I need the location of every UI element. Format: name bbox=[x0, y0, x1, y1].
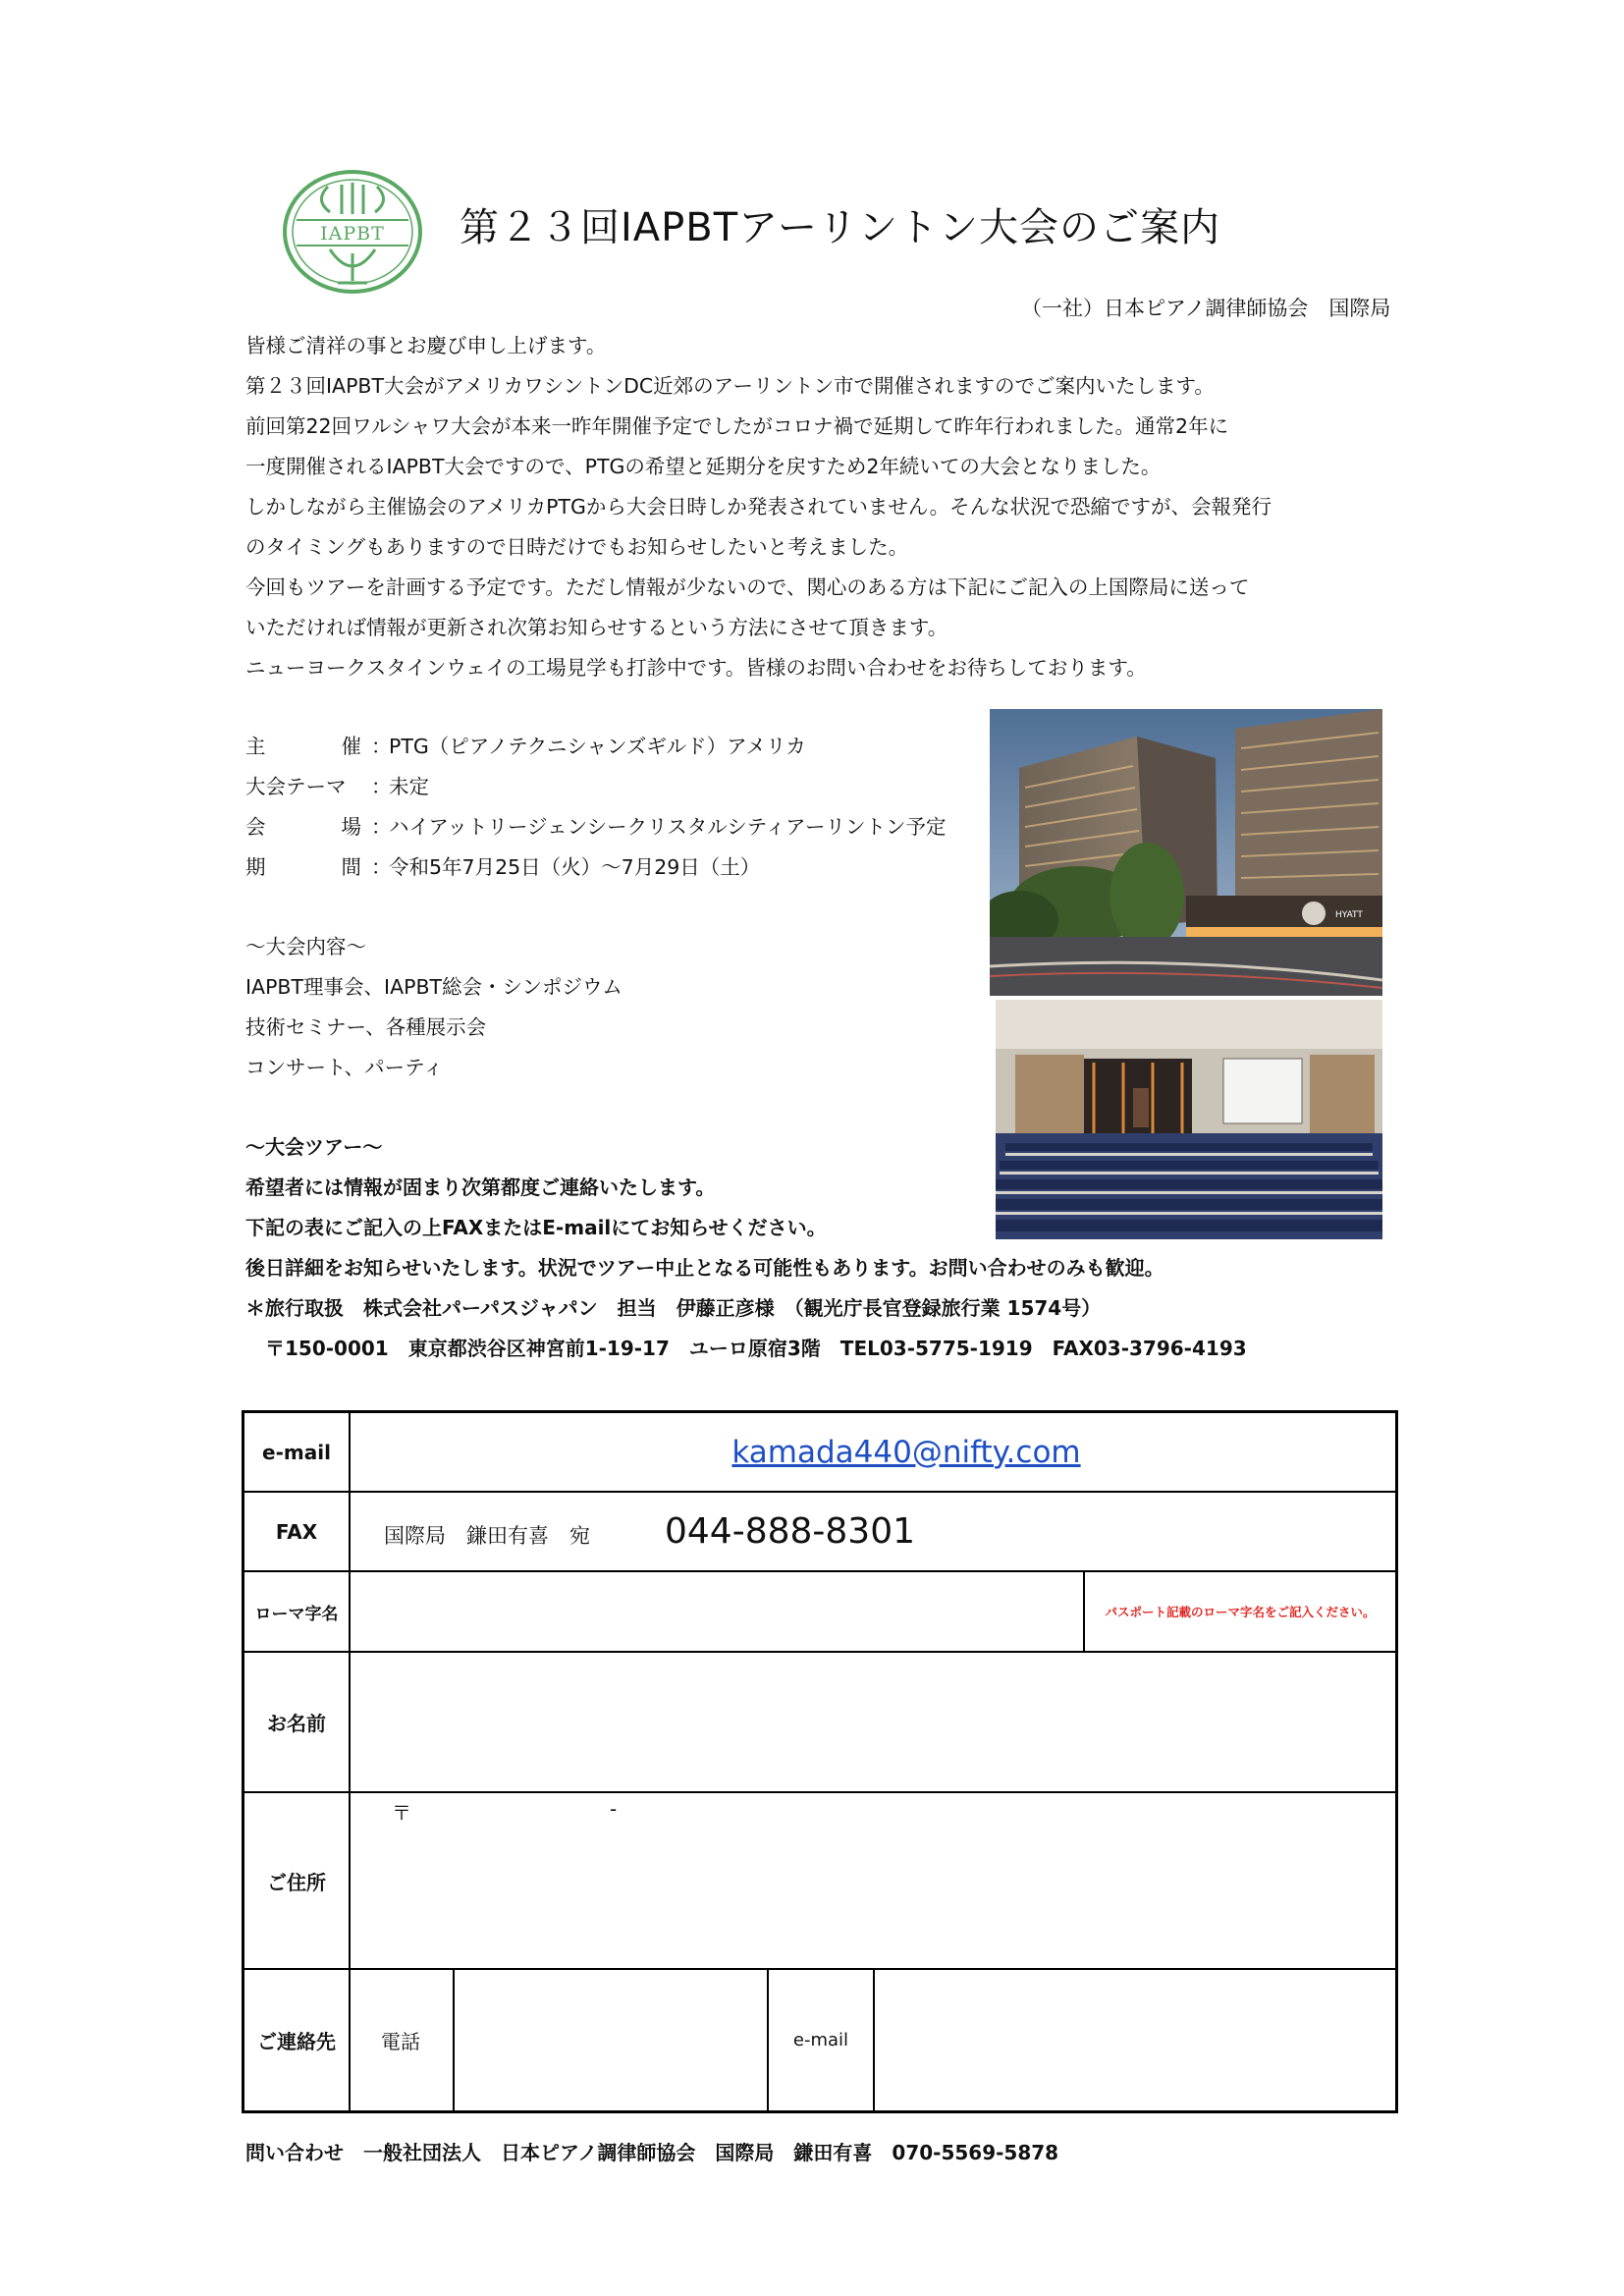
conference-hall-photo bbox=[996, 1000, 1382, 1239]
email-label: e-mail bbox=[244, 1413, 351, 1491]
form-row-email bbox=[244, 1413, 1395, 1493]
event-details bbox=[245, 727, 946, 888]
organization-name: （一社）日本ピアノ調律師協会 国際局 bbox=[1021, 297, 1391, 320]
contact-email-label: e-mail bbox=[792, 2030, 849, 2050]
form-row-contact bbox=[244, 1970, 1395, 2110]
intro-line: 前回第22回ワルシャワ大会が本来一昨年開催予定でしたがコロナ禍で延期して昨年行われました。通常2年に bbox=[245, 414, 1229, 438]
detail-value: PTG（ピアノテクニシャンズギルド）アメリカ bbox=[389, 735, 806, 758]
form-row-romaji bbox=[244, 1572, 1395, 1653]
intro-line: 皆様ご清祥の事とお慶び申し上げます。 bbox=[245, 334, 607, 357]
detail-organizer bbox=[245, 727, 946, 767]
form-row-address bbox=[244, 1793, 1395, 1970]
detail-separator: ： bbox=[371, 775, 392, 798]
contents-item: IAPBT理事会、IAPBT総会・シンポジウム bbox=[245, 975, 623, 999]
postal-mark: 〒 bbox=[392, 1801, 411, 1825]
detail-value: ハイアットリージェンシークリスタルシティアーリントン予定 bbox=[389, 815, 947, 839]
tour-line: 後日詳細をお知らせいたします。状況でツアー中止となる可能性もあります。お問い合わせのみも歓迎。 bbox=[245, 1256, 1164, 1280]
intro-text bbox=[245, 326, 1394, 688]
detail-key: 催 bbox=[341, 735, 361, 758]
detail-separator: ： bbox=[371, 855, 392, 879]
phone-input[interactable] bbox=[455, 1970, 769, 2110]
intro-line: 一度開催されるIAPBT大会ですので、PTGの希望と延期分を戻すため2年続いての大会となりました。 bbox=[245, 455, 1162, 478]
intro-line: しかしながら主催協会のアメリカPTGから大会日時しか発表されていません。そんな状況で恐縮ですが、会報発行 bbox=[245, 495, 1272, 519]
name-label: お名前 bbox=[244, 1653, 351, 1791]
email-link[interactable]: kamada440@nifty.com bbox=[731, 1434, 1081, 1470]
romaji-input[interactable] bbox=[349, 1572, 1085, 1651]
page-title: 第２３回IAPBTアーリントン大会のご案内 bbox=[460, 205, 1220, 250]
address-label: ご住所 bbox=[244, 1793, 351, 1968]
detail-key: 場 bbox=[341, 815, 361, 839]
detail-key: 主 bbox=[245, 735, 266, 758]
tour-heading: ～大会ツアー～ bbox=[245, 1135, 383, 1159]
fax-number: 044-888-8301 bbox=[665, 1511, 916, 1552]
fax-recipient: 国際局 鎌田有喜 宛 bbox=[384, 1523, 590, 1548]
event-contents bbox=[245, 927, 623, 1088]
romaji-note: パスポート記載のローマ字名をご記入ください。 bbox=[1105, 1605, 1376, 1619]
detail-venue bbox=[245, 807, 946, 847]
fax-label: FAX bbox=[244, 1493, 351, 1570]
address-input[interactable] bbox=[349, 1793, 1395, 1968]
detail-key: 間 bbox=[341, 855, 361, 879]
detail-separator: ： bbox=[371, 815, 392, 839]
detail-key: 会 bbox=[245, 815, 266, 839]
intro-line: 今回もツアーを計画する予定です。ただし情報が少ないので、関心のある方は下記にご記入の上国際局に送って bbox=[245, 575, 1250, 599]
form-row-name bbox=[244, 1653, 1395, 1793]
svg-text:HYATT: HYATT bbox=[1335, 910, 1363, 920]
detail-value: 未定 bbox=[389, 775, 429, 798]
detail-period bbox=[245, 847, 946, 888]
detail-theme bbox=[245, 767, 946, 807]
postal-dash: - bbox=[610, 1797, 618, 1821]
romaji-label: ローマ字名 bbox=[244, 1572, 351, 1651]
hotel-exterior-photo bbox=[990, 709, 1382, 996]
form-row-fax bbox=[244, 1493, 1395, 1572]
name-input[interactable] bbox=[349, 1653, 1395, 1791]
intro-line: のタイミングもありますので日時だけでもお知らせしたいと考えました。 bbox=[245, 535, 909, 559]
detail-key: 期 bbox=[245, 855, 266, 879]
detail-value: 令和5年7月25日（火）～7月29日（土） bbox=[389, 855, 761, 879]
detail-key: 大会テーマ bbox=[245, 775, 347, 798]
phone-label: 電話 bbox=[381, 2030, 420, 2053]
detail-separator: ： bbox=[371, 735, 392, 758]
tour-line: 〒150-0001 東京都渋谷区神宮前1-19-17 ユーロ原宿3階 TEL03-5775-1919 FAX03-3796-4193 bbox=[245, 1337, 1247, 1360]
contents-item: コンサート、パーティ bbox=[245, 1056, 444, 1079]
inquiry-footer: 問い合わせ 一般社団法人 日本ピアノ調律師協会 国際局 鎌田有喜 070-5569-5878 bbox=[245, 2141, 1059, 2164]
iapbt-logo bbox=[281, 169, 424, 295]
contact-email-input[interactable] bbox=[875, 1970, 1395, 2110]
tour-line: 下記の表にご記入の上FAXまたはE-mailにてお知らせください。 bbox=[245, 1216, 827, 1239]
svg-text:IAPBT: IAPBT bbox=[320, 223, 385, 245]
intro-line: 第２３回IAPBT大会がアメリカワシントンDC近郊のアーリントン市で開催されますのでご案内いたします。 bbox=[245, 374, 1215, 398]
intro-line: いただければ情報が更新され次第お知らせするという方法にさせて頂きます。 bbox=[245, 616, 948, 639]
tour-line: 希望者には情報が固まり次第都度ご連絡いたします。 bbox=[245, 1175, 716, 1199]
tour-line: ＊旅行取扱 株式会社パーパスジャパン 担当 伊藤正彦様 （観光庁長官登録旅行業 1574号） bbox=[245, 1296, 1102, 1320]
registration-form bbox=[242, 1410, 1398, 2113]
contact-label: ご連絡先 bbox=[244, 1970, 351, 2110]
intro-line: ニューヨークスタインウェイの工場見学も打診中です。皆様のお問い合わせをお待ちしております。 bbox=[245, 656, 1147, 680]
contents-item: 技術セミナー、各種展示会 bbox=[245, 1015, 487, 1039]
contents-heading: ～大会内容～ bbox=[245, 935, 366, 958]
